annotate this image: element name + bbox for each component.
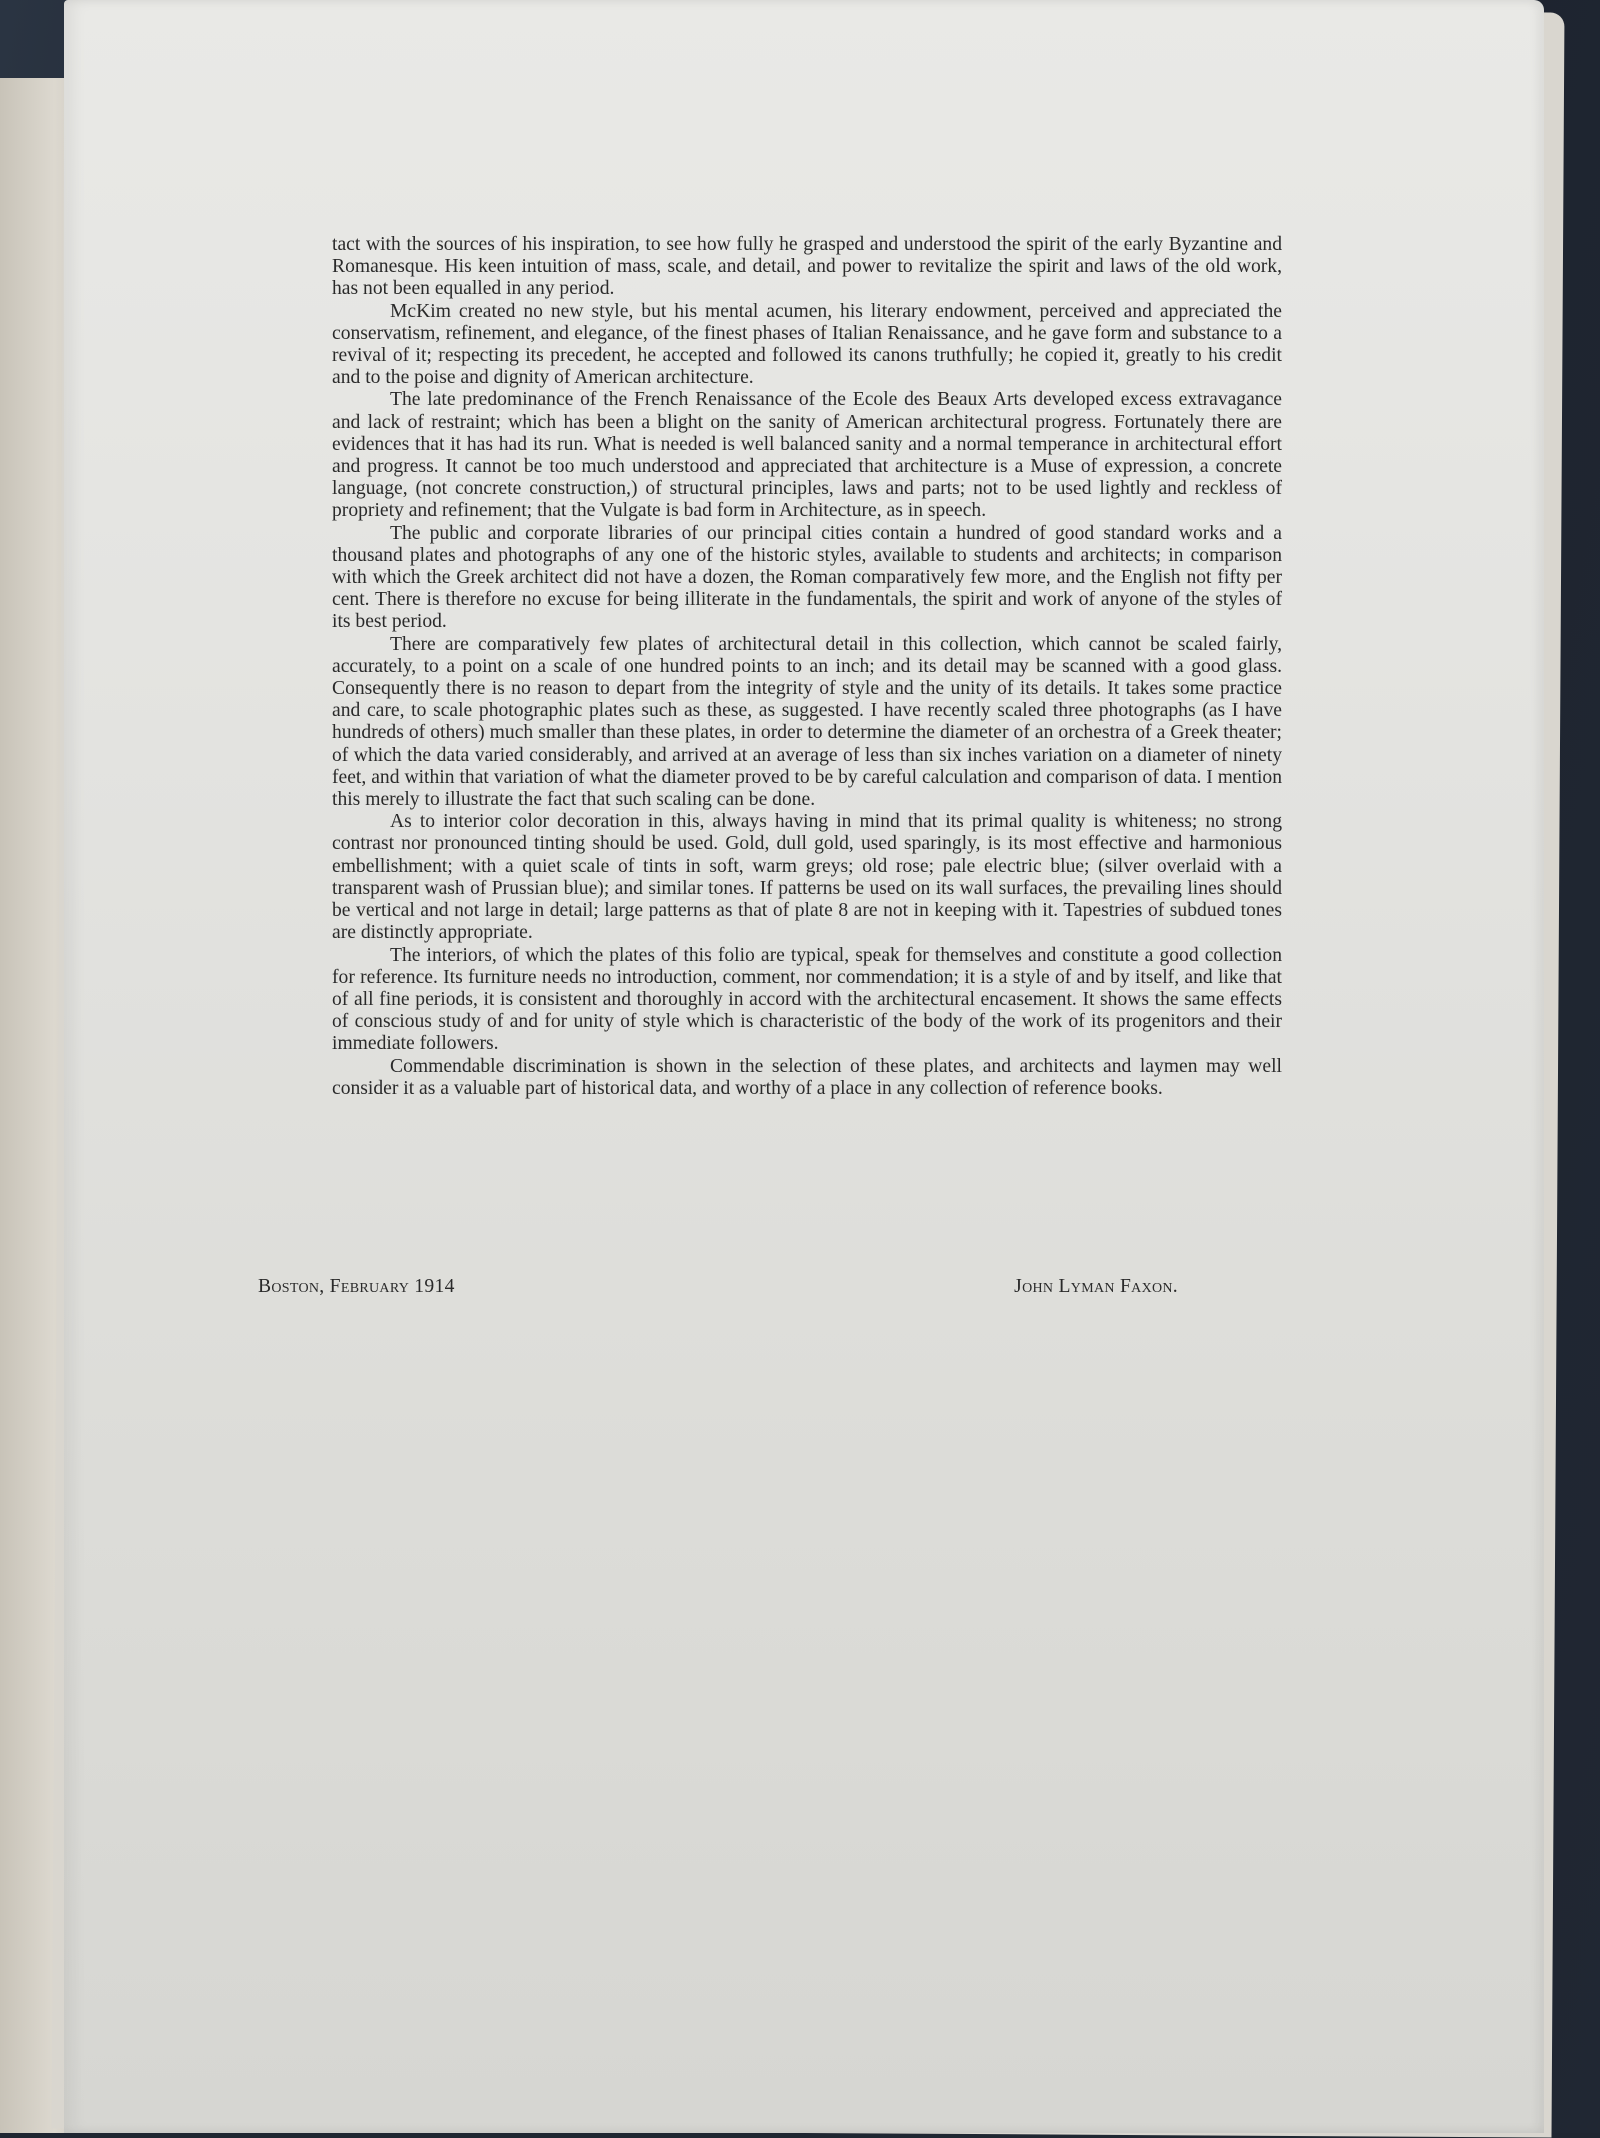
signature-line bbox=[258, 1276, 1178, 1298]
paragraph-4: The public and corporate libraries of our principal cities contain a hundred of good standard works and a thousand plates and photographs of any one of the historic styles, available to students and architects; in comparison with which the Greek architect did not have a dozen, the Roman comparatively few more, and the English not fifty per cent. There is therefore no excuse for being illiterate in the fundamentals, the spirit and work of anyone of the styles of its best period. bbox=[332, 522, 1282, 633]
author-signature: John Lyman Faxon. bbox=[1014, 1276, 1178, 1297]
paragraph-7: The interiors, of which the plates of this folio are typical, speak for themselves and constitute a good collection for reference. Its furniture needs no introduction, comment, nor commendation; it is a style of and by itself, and like that of all fine periods, it is consistent and thoroughly in accord with the architectural encasement. It shows the same effects of conscious study of and for unity of style which is characteristic of the body of the work of its progenitors and their immediate followers. bbox=[332, 944, 1282, 1055]
paragraph-8: Commendable discrimination is shown in the selection of these plates, and architects and laymen may well consider it as a valuable part of historical data, and worthy of a place in any collection of reference books. bbox=[332, 1055, 1282, 1099]
paragraph-6: As to interior color decoration in this, always having in mind that its primal quality is whiteness; no strong contrast nor pronounced tinting should be used. Gold, dull gold, used sparingly, is its most effective and harmonious embellishment; with a quiet scale of tints in soft, warm greys; old rose; pale electric blue; (silver overlaid with a transparent wash of Prussian blue); and similar tones. If patterns be used on its wall surfaces, the prevailing lines should be vertical and not large in detail; large patterns as that of plate 8 are not in keeping with it. Tapestries of subdued tones are distinctly appropriate. bbox=[332, 811, 1282, 944]
body-text bbox=[332, 234, 1282, 1100]
document-page bbox=[64, 0, 1544, 2133]
paragraph-1: tact with the sources of his inspiration, to see how fully he grasped and understood the spirit of the early Byzantine and Romanesque. His keen intuition of mass, scale, and detail, and power to revitalize the spirit and laws of the old work, has not been equalled in any period. bbox=[332, 234, 1282, 300]
paragraph-2: McKim created no new style, but his mental acumen, his literary endowment, perceived and appreciated the conservatism, refinement, and elegance, of the finest phases of Italian Renaissance, and he gave form and substance to a revival of it; respecting its precedent, he accepted and followed its canons truthfully; he copied it, greatly to his credit and to the poise and dignity of American architecture. bbox=[332, 300, 1282, 389]
paragraph-3: The late predominance of the French Renaissance of the Ecole des Beaux Arts developed excess extravagance and lack of restraint; which has been a blight on the sanity of American architectural progress. Fortunately there are evidences that it has had its run. What is needed is well balanced sanity and a normal temperance in architectural effort and progress. It cannot be too much understood and appreciated that architecture is a Muse of expression, a concrete language, (not concrete construction,) of structural principles, laws and parts; not to be used lightly and reckless of propriety and refinement; that the Vulgate is bad form in Architecture, as in speech. bbox=[332, 389, 1282, 522]
place-date: Boston, February 1914 bbox=[258, 1276, 455, 1297]
paragraph-5: There are comparatively few plates of architectural detail in this collection, which cannot be scaled fairly, accurately, to a point on a scale of one hundred points to an inch; and its detail may be scanned with a good glass. Consequently there is no reason to depart from the integrity of style and the unity of its details. It takes some practice and care, to scale photographic plates such as these, as suggested. I have recently scaled three photographs (as I have hundreds of others) much smaller than these plates, in order to determine the diameter of an orchestra of a Greek theater; of which the data varied considerably, and arrived at an average of less than six inches variation on a diameter of ninety feet, and within that variation of what the diameter proved to be by careful calculation and comparison of data. I mention this merely to illustrate the fact that such scaling can be done. bbox=[332, 633, 1282, 811]
